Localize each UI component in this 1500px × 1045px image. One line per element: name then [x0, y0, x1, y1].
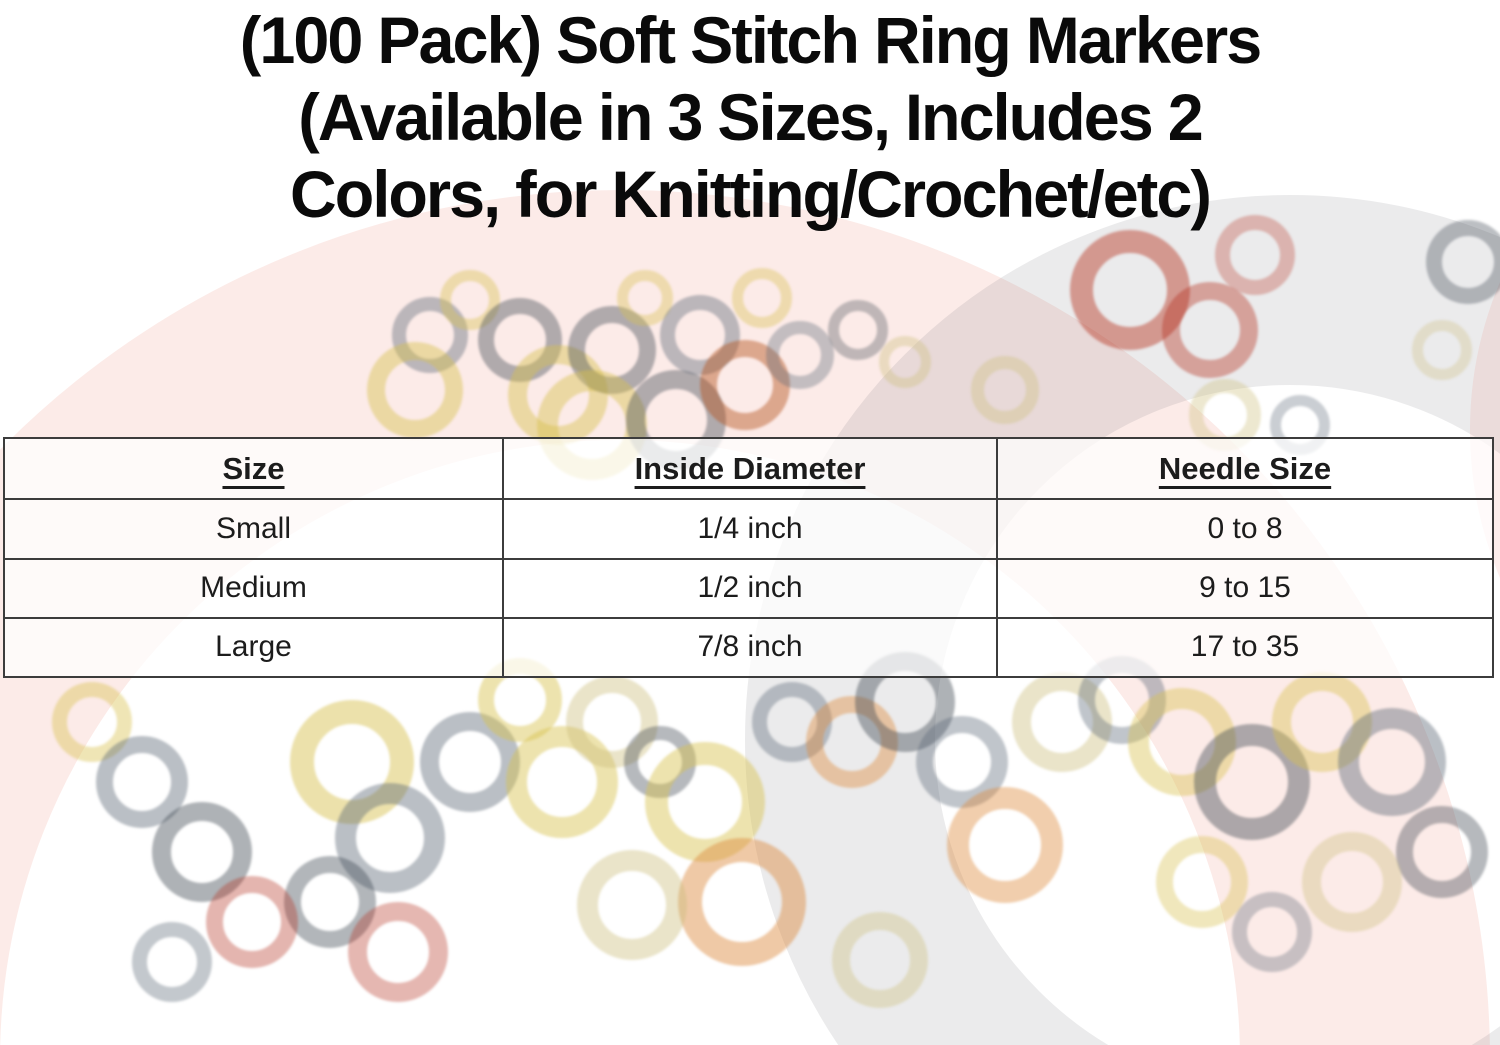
- column-header-needle-size: Needle Size: [996, 439, 1492, 498]
- o-ring: [162, 812, 243, 893]
- o-ring: [140, 930, 205, 995]
- size-chart-table: [3, 437, 1494, 678]
- product-title-line-2: (Available in 3 Sizes, Includes 2: [298, 80, 1202, 154]
- product-title-line-1: (100 Pack) Soft Stitch Ring Markers: [239, 3, 1261, 77]
- table-cell: 7/8 inch: [502, 617, 996, 676]
- o-ring: [215, 885, 290, 960]
- o-ring: [358, 912, 439, 993]
- o-ring: [657, 754, 754, 851]
- table-cell: Small: [5, 498, 502, 557]
- table-cell: 9 to 15: [996, 558, 1492, 617]
- table-cell: 0 to 8: [996, 498, 1492, 557]
- product-title-line-3: Colors, for Knitting/Crochet/etc): [290, 157, 1210, 231]
- table-cell: 1/4 inch: [502, 498, 996, 557]
- o-ring: [105, 745, 180, 820]
- o-ring: [925, 725, 1000, 800]
- table-cell: 17 to 35: [996, 617, 1492, 676]
- product-title: [15, 0, 1485, 233]
- table-cell: Medium: [5, 558, 502, 617]
- o-ring: [588, 861, 677, 950]
- o-ring: [958, 798, 1052, 892]
- column-header-inside-diameter: Inside Diameter: [502, 439, 996, 498]
- table-cell: 1/2 inch: [502, 558, 996, 617]
- table-cell: Large: [5, 617, 502, 676]
- column-header-size: Size: [5, 439, 502, 498]
